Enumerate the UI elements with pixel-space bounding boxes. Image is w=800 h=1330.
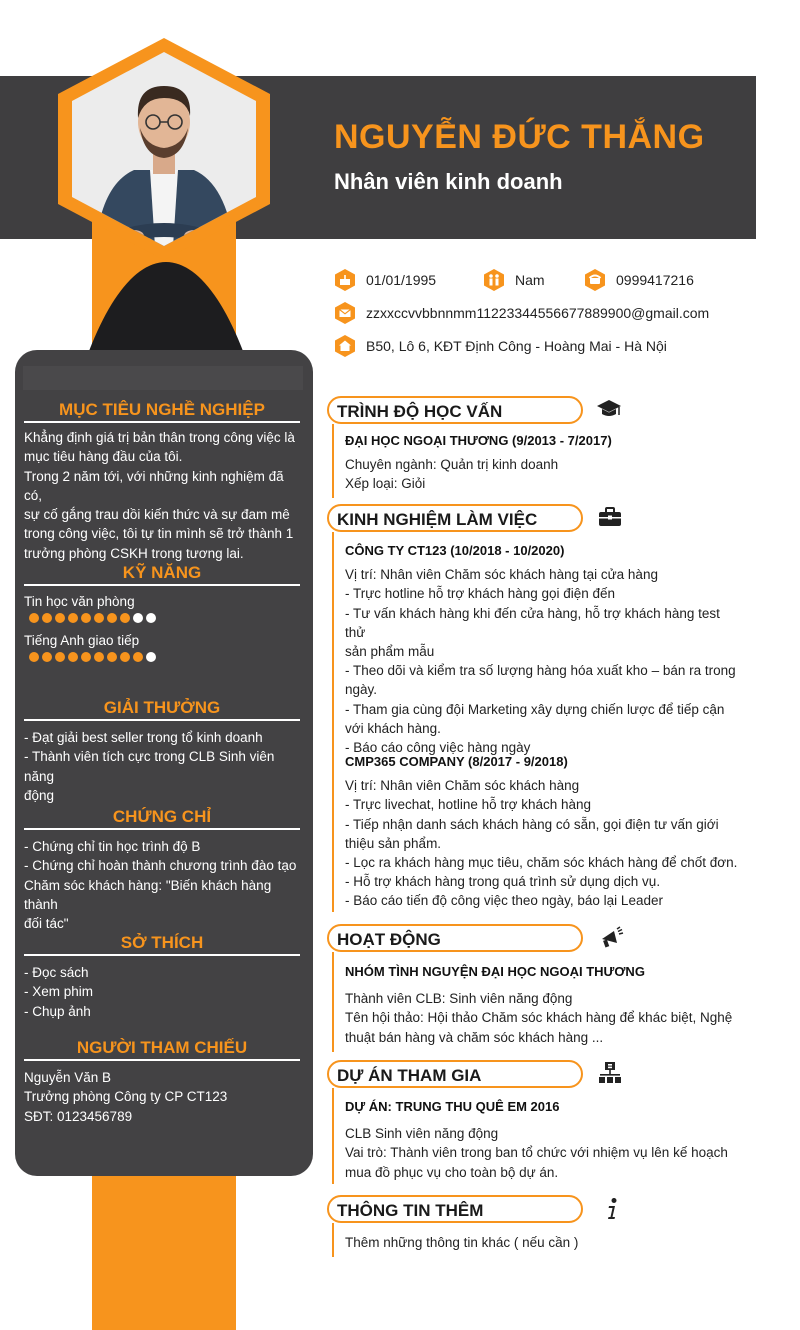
gender-value: Nam [515,272,545,288]
activities-line-text: Thành viên CLB: Sinh viên năng động [345,991,573,1007]
experience-line [332,532,334,912]
experience-line-text: - Hỗ trợ khách hàng trong quá trình sử dụng dịch vụ. [345,874,661,890]
objective-line: sự cố gắng trau dồi kiến thức và sự đam mê [24,507,290,523]
hobby-line: - Chụp ảnh [24,1003,91,1019]
home-icon [333,334,357,358]
skill-dot-filled [29,613,39,623]
certificate-line: - Chứng chỉ tin học trình độ B [24,839,201,854]
address-row [333,334,667,358]
objective-line: Khẳng định giá trị bản thân trong công việc là [24,430,295,445]
experience-title: KINH NGHIỆM LÀM VIỆC [337,510,538,529]
extra-title: THÔNG TIN THÊM [337,1201,484,1220]
experience-line-text: Vị trí: Nhân viên Chăm sóc khách hàng [345,778,580,794]
decor-orange-stem-bottom [92,1158,236,1330]
skill-rating [29,652,300,662]
experience-line-text: - Báo cáo công việc hàng ngày [345,740,531,756]
experience-heading [327,504,583,532]
birthday-value: 01/01/1995 [366,272,437,288]
experience-line-text: thiệu sản phẩm. [345,835,442,851]
left-panel-top-strip [23,366,303,390]
experience-job [345,752,740,911]
projects-title: DỰ ÁN THAM GIA [337,1066,482,1085]
projects-line [332,1088,334,1184]
skill-dot-filled [68,613,78,623]
experience-line-text: - Lọc ra khách hàng mục tiêu, chăm sóc khách hàng để chốt đơn. [345,855,738,871]
email-value: zzxxccvvbbnnmm11223344556677889900@gmail.com [366,305,710,321]
experience-line-text: - Trực livechat, hotline hỗ trợ khách hàng [345,797,592,813]
skill-dot-filled [107,652,117,662]
projects-line-text: CLB Sinh viên năng động [345,1126,499,1142]
extra-heading [327,1195,583,1223]
projects-block [345,1097,740,1182]
objective-title: MỤC TIÊU NGHỀ NGHIỆP [24,400,300,423]
projects-heading [327,1060,583,1088]
awards-section [24,698,300,805]
experience-line-text: - Tư vấn khách hàng khi đến cửa hàng, hỗ trợ khách hàng test thử [345,605,720,640]
awards-text [24,728,300,805]
experience-line-text: - Tiếp nhận danh sách khách hàng có sẵn, gọi điện tư vấn giới [345,816,719,832]
hobby-line: - Đọc sách [24,965,89,980]
skill-dot-empty [133,613,143,623]
skill-dot-empty [146,613,156,623]
megaphone-icon [598,925,624,951]
skills-section [24,563,300,662]
certificate-line: đối tác" [24,916,69,932]
skill-dot-filled [94,652,104,662]
certificates-text [24,837,300,933]
reference-line: SĐT: 0123456789 [24,1108,133,1124]
experience-line-text: - Theo dõi và kiểm tra số lượng hàng hóa xuất kho – bán ra trong [345,663,736,679]
experience-company: CMP365 COMPANY (8/2017 - 9/2018) [345,754,568,769]
email-row [333,301,709,325]
award-line: - Đạt giải best seller trong tổ kinh doanh [24,730,263,745]
birthday-icon [333,268,357,292]
objective-line: Trong 2 năm tới, với những kinh nghiệm đã có, [24,468,284,503]
reference-line: Trưởng phòng Công ty CP CT123 [24,1089,228,1105]
skill-dot-filled [42,652,52,662]
award-line: - Thành viên tích cực trong CLB Sinh viên năng [24,749,275,784]
objective-line: trong công việc, tôi tự tin mình sẽ trở thành 1 [24,526,294,542]
references-section [24,1038,300,1126]
skill-dot-filled [55,652,65,662]
gender-row [482,268,545,292]
birthday-row [333,268,436,292]
activities-line-text: Tên hội thảo: Hội thảo Chăm sóc khách hàng để khác biệt, Nghệ [345,1010,733,1026]
objective-section [24,400,300,563]
info-icon [600,1196,626,1222]
skills-title: KỸ NĂNG [24,563,300,586]
education-block [345,431,740,494]
certificates-section [24,807,300,933]
awards-title: GIẢI THƯỞNG [24,698,300,721]
objective-text [24,428,300,563]
skill-dot-filled [55,613,65,623]
hobbies-text [24,963,300,1021]
activities-org: NHÓM TÌNH NGUYỆN ĐẠI HỌC NGOẠI THƯƠNG [345,964,645,979]
skill-dot-filled [81,613,91,623]
experience-line-text: - Tham gia cùng đội Marketing xây dựng chiến lược để tiếp cận [345,701,725,717]
skill-dot-filled [94,613,104,623]
activities-line-text: thuật bán hàng và chăm sóc khách hàng ... [345,1029,604,1045]
projects-name: DỰ ÁN: TRUNG THU QUÊ EM 2016 [345,1099,560,1114]
experience-line-text: ngày. [345,682,378,698]
experience-company: CÔNG TY CT123 (10/2018 - 10/2020) [345,543,565,558]
candidate-name: NGUYỄN ĐỨC THẮNG [334,118,705,156]
hobbies-section [24,933,300,1021]
skill-dot-empty [146,652,156,662]
activities-block [345,962,740,1047]
hobbies-title: SỞ THÍCH [24,933,300,956]
briefcase-icon [597,504,623,530]
references-text [24,1068,300,1126]
projects-line-text: Vai trò: Thành viên trong ban tổ chức với nhiệm vụ lên kế hoạch [345,1145,728,1161]
skill-dot-filled [29,652,39,662]
reference-line: Nguyễn Văn B [24,1070,112,1085]
experience-line-text: với khách hàng. [345,720,441,736]
certificate-line: Chăm sóc khách hàng: "Biến khách hàng thành [24,877,272,912]
objective-line: mục tiêu hàng đầu của tôi. [24,449,183,465]
skill-dot-filled [68,652,78,662]
projects-line-text: mua đồ phục vụ cho toàn bộ dự án. [345,1164,559,1180]
education-line-text: Xếp loại: Giỏi [345,476,426,492]
candidate-job-title: Nhân viên kinh doanh [334,169,563,194]
skill-dot-filled [120,652,130,662]
education-school: ĐẠI HỌC NGOẠI THƯƠNG (9/2013 - 7/2017) [345,433,612,448]
email-icon [333,301,357,325]
org-chart-icon [597,1060,623,1086]
certificate-line: - Chứng chỉ hoàn thành chương trình đào tạo [24,858,297,874]
award-line: động [24,787,55,803]
education-title: TRÌNH ĐỘ HỌC VẤN [337,402,503,421]
education-line [332,424,334,498]
experience-line-text: - Trực hotline hỗ trợ khách hàng gọi điện đến [345,586,616,602]
skill-dot-filled [107,613,117,623]
extra-line-text: Thêm những thông tin khác ( nếu cần ) [345,1235,579,1250]
graduation-cap-icon [596,396,622,422]
address-value: B50, Lô 6, KĐT Định Công - Hoàng Mai - Hà Nội [366,338,667,354]
experience-line-text: Vị trí: Nhân viên Chăm sóc khách hàng tại cửa hàng [345,567,658,583]
experience-job [345,541,740,757]
skill-dot-filled [120,613,130,623]
phone-icon [583,268,607,292]
skill-dot-filled [42,613,52,623]
experience-line-text: sản phẩm mẫu [345,644,435,660]
references-title: NGƯỜI THAM CHIẾU [24,1038,300,1061]
skill-label: Tiếng Anh giao tiếp [24,633,140,648]
education-heading [327,396,583,424]
phone-value: 0999417216 [616,272,694,288]
profile-photo [54,36,274,262]
skill-dot-filled [81,652,91,662]
extra-block [345,1233,740,1252]
experience-line-text: - Báo cáo tiến độ công việc theo ngày, báo lại Leader [345,893,663,909]
skill-rating [29,613,300,623]
skill-dot-filled [133,652,143,662]
phone-row [583,268,694,292]
hobby-line: - Xem phim [24,984,94,1000]
objective-line: trưởng phòng CSKH trong tương lai. [24,545,244,561]
skill-label: Tin học văn phòng [24,594,135,609]
gender-icon [482,268,506,292]
education-line-text: Chuyên ngành: Quản trị kinh doanh [345,457,559,473]
activities-line [332,952,334,1052]
activities-title: HOẠT ĐỘNG [337,930,441,949]
extra-line [332,1223,334,1257]
certificates-title: CHỨNG CHỈ [24,807,300,830]
activities-heading [327,924,583,952]
